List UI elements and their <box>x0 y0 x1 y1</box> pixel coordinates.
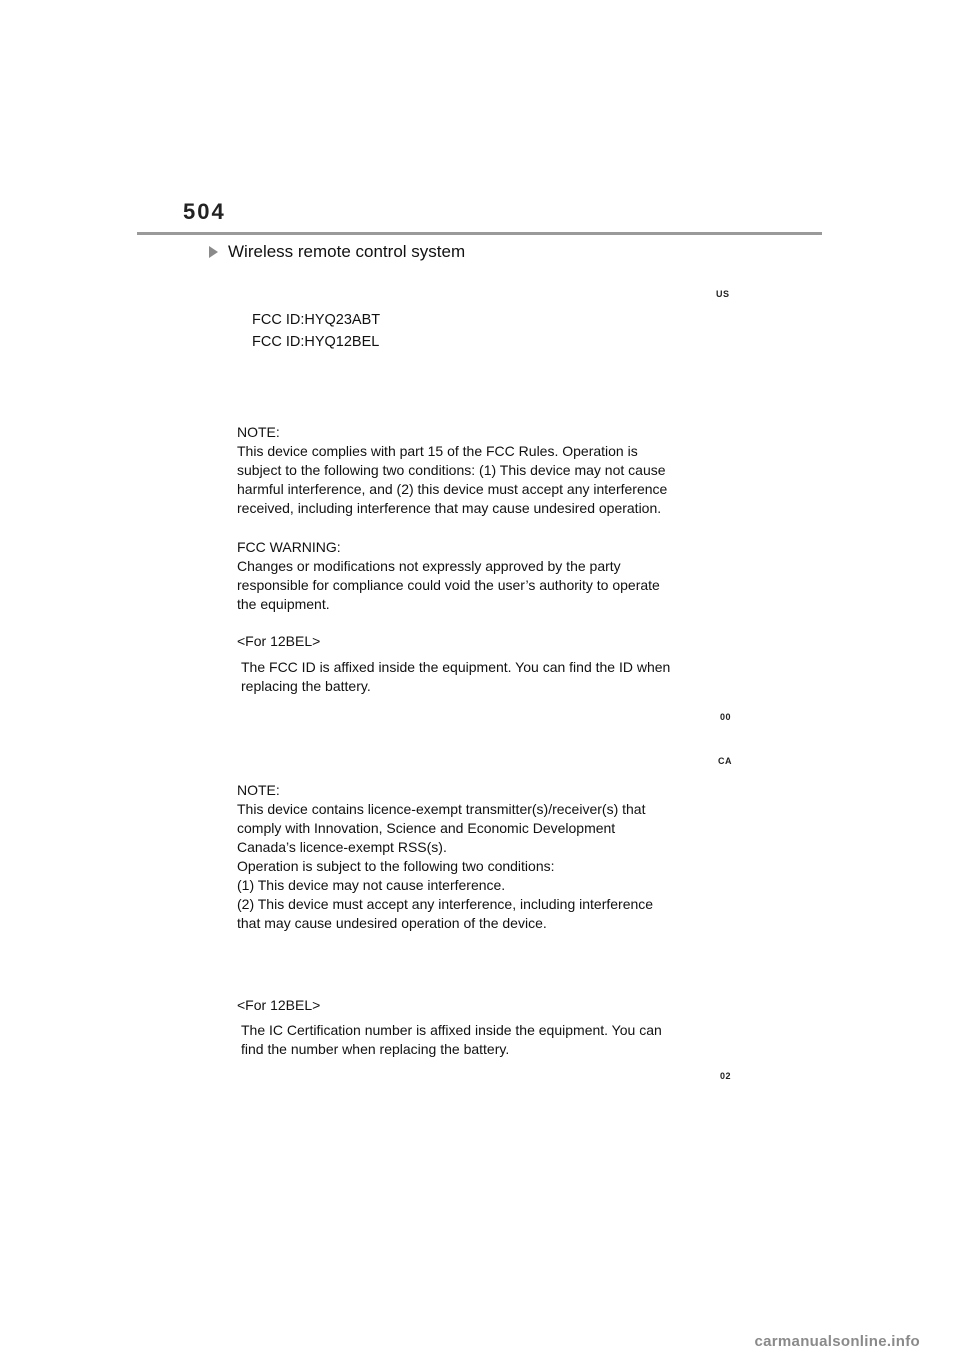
ic-note-line: comply with Innovation, Science and Economic Development <box>237 820 616 836</box>
ic-note-line: (2) This device must accept any interference, including interference <box>237 896 654 912</box>
triangle-bullet-icon <box>209 246 218 258</box>
fcc-warning-line: Changes or modifications not expressly approved by the party <box>237 558 621 574</box>
region-code-02: 02 <box>720 1071 732 1081</box>
ic-12bel-line: The IC Certification number is affixed inside the equipment. You can <box>241 1022 662 1038</box>
fcc-note-heading: NOTE: <box>237 424 280 440</box>
ic-note-line: that may cause undesired operation of the device. <box>237 915 547 931</box>
fcc-note-line: harmful interference, and (2) this device must accept any interference <box>237 481 668 497</box>
fcc-12bel-line: The FCC ID is affixed inside the equipment. You can find the ID when <box>241 659 671 675</box>
ic-note-line: Operation is subject to the following two conditions: <box>237 858 555 874</box>
region-code-ca: CA <box>718 756 732 766</box>
page-number: 504 <box>183 199 226 224</box>
section-title-text: Wireless remote control system <box>228 242 466 261</box>
ic-12bel-line: find the number when replacing the battery. <box>241 1041 510 1057</box>
ic-note-block <box>237 781 737 933</box>
region-code-us: US <box>716 289 730 299</box>
fcc-warning-heading: FCC WARNING: <box>237 539 341 555</box>
ic-note-line: This device contains licence-exempt transmitter(s)/receiver(s) that <box>237 801 646 817</box>
fcc-id-1: FCC ID:HYQ23ABT <box>252 312 381 328</box>
fcc-12bel-heading: <For 12BEL> <box>237 633 321 649</box>
ic-12bel-heading: <For 12BEL> <box>237 997 321 1013</box>
fcc-id-2: FCC ID:HYQ12BEL <box>252 334 380 350</box>
section-title <box>209 242 465 262</box>
fcc-note-block <box>237 423 737 518</box>
header-divider <box>137 232 822 235</box>
fcc-12bel-line: replacing the battery. <box>241 678 371 694</box>
ic-note-line: Canada’s licence-exempt RSS(s). <box>237 839 447 855</box>
site-watermark[interactable]: carmanualsonline.info <box>754 1333 920 1350</box>
fcc-12bel-block <box>241 658 741 696</box>
fcc-note-line: received, including interference that may cause undesired operation. <box>237 500 662 516</box>
ic-note-line: (1) This device may not cause interference. <box>237 877 506 893</box>
fcc-note-line: subject to the following two conditions: (1) This device may not cause <box>237 462 666 478</box>
fcc-note-line: This device complies with part 15 of the FCC Rules. Operation is <box>237 443 638 459</box>
fcc-warning-line: the equipment. <box>237 596 330 612</box>
ic-12bel-block <box>241 1021 741 1059</box>
fcc-warning-line: responsible for compliance could void the user’s authority to operate <box>237 577 660 593</box>
ic-note-heading: NOTE: <box>237 782 280 798</box>
fcc-warning-block <box>237 538 737 614</box>
region-code-00: 00 <box>720 712 732 722</box>
